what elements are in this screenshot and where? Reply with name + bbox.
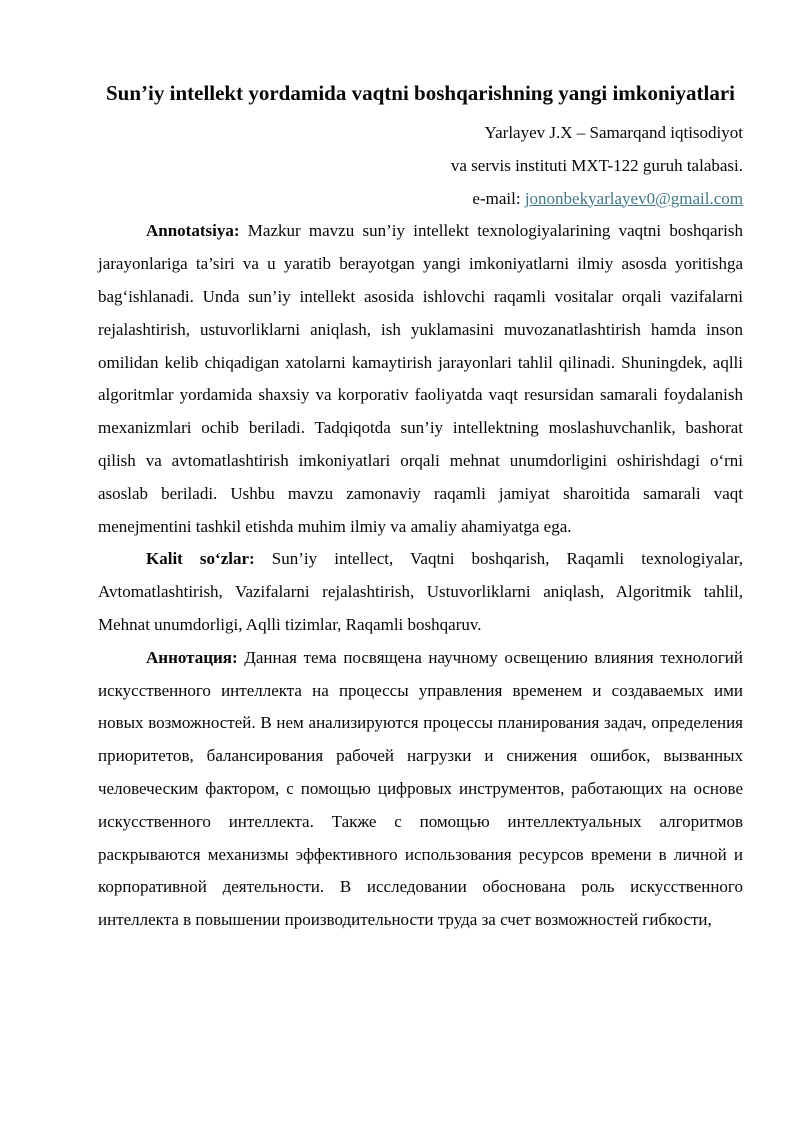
author-line-1: Yarlayev J.X – Samarqand iqtisodiyot: [484, 123, 743, 142]
abstract-uz-paragraph: [98, 215, 743, 543]
email-line: [98, 183, 743, 216]
abstract-uz-label: Annotatsiya:: [146, 221, 240, 241]
abstract-ru-label: Аннотация:: [146, 647, 238, 667]
email-label: e-mail:: [472, 188, 521, 208]
abstract-uz-text: Mazkur mavzu sun’iy intellekt texnologiyalarining vaqtni boshqarish jarayonlariga ta’siri va u yaratib berayotgan yangi imkoniyatlarni ilmiy asosda yoritishga bagʻishlanadi. Unda sun’iy intellekt asosida ishlovchi raqamli vositalar orqali vazifalarni rejalashtirish, ustuvorliklarni aniqlash, ish yuklamasini muvozanatlashtirish hamda inson omilidan kelib chiqadigan xatolarni kamaytirish jarayonlari tahlil qilinadi. Shuningdek, aqlli algoritmlar yordamida shaxsiy va korporativ faoliyatda vaqt resursidan samarali foydalanish mexanizmlari ochib beriladi. Tadqiqotda sun’iy intellektning moslashuvchanlik, bashorat qilish va avtomatlashtirish imkoniyatlari orqali mehnat unumdorligini oshirishdagi oʻrni asoslab beriladi. Ushbu mavzu zamonaviy raqamli jamiyat sharoitida samarali vaqt menejmentini tashkil etishda muhim ilmiy va amaliy ahamiyatga ega.: [98, 221, 743, 536]
author-line-2: va servis instituti MXT-122 guruh talabasi.: [450, 155, 743, 175]
email-link[interactable]: jononbekyarlayev0@gmail.com: [524, 188, 743, 208]
keywords-text: Sun’iy intellect, Vaqtni boshqarish, Raqamli texnologiyalar, Avtomatlashtirish, Vazifalarni rejalashtirish, Ustuvorliklarni aniqlash, Algoritmik tahlil, Mehnat unumdorligi, Aqlli tizimlar, Raqamli boshqaruv.: [98, 549, 743, 634]
abstract-ru-paragraph: [98, 642, 743, 937]
document-title: Sun’iy intellekt yordamida vaqtni boshqarishning yangi imkoniyatlari: [106, 81, 735, 105]
keywords-paragraph: [98, 543, 743, 641]
keywords-label: Kalit soʻzlar:: [146, 549, 255, 569]
author-block: [98, 117, 743, 215]
abstract-ru-text: Данная тема посвящена научному освещению влияния технологий искусственного интеллекта на процессы управления временем и создаваемых ими новых возможностей. В нем анализируются процессы планирования задач, определения приоритетов, балансирования рабочей нагрузки и снижения ошибок, вызванных человеческим фактором, с помощью цифровых инструментов, работающих на основе искусственного интеллекта. Также с помощью интеллектуальных алгоритмов раскрываются механизмы эффективного использования ресурсов времени в личной и корпоративной деятельности. В исследовании обоснована роль искусственного интеллекта в повышении производительности труда за счет возможностей гибкости,: [98, 647, 743, 930]
